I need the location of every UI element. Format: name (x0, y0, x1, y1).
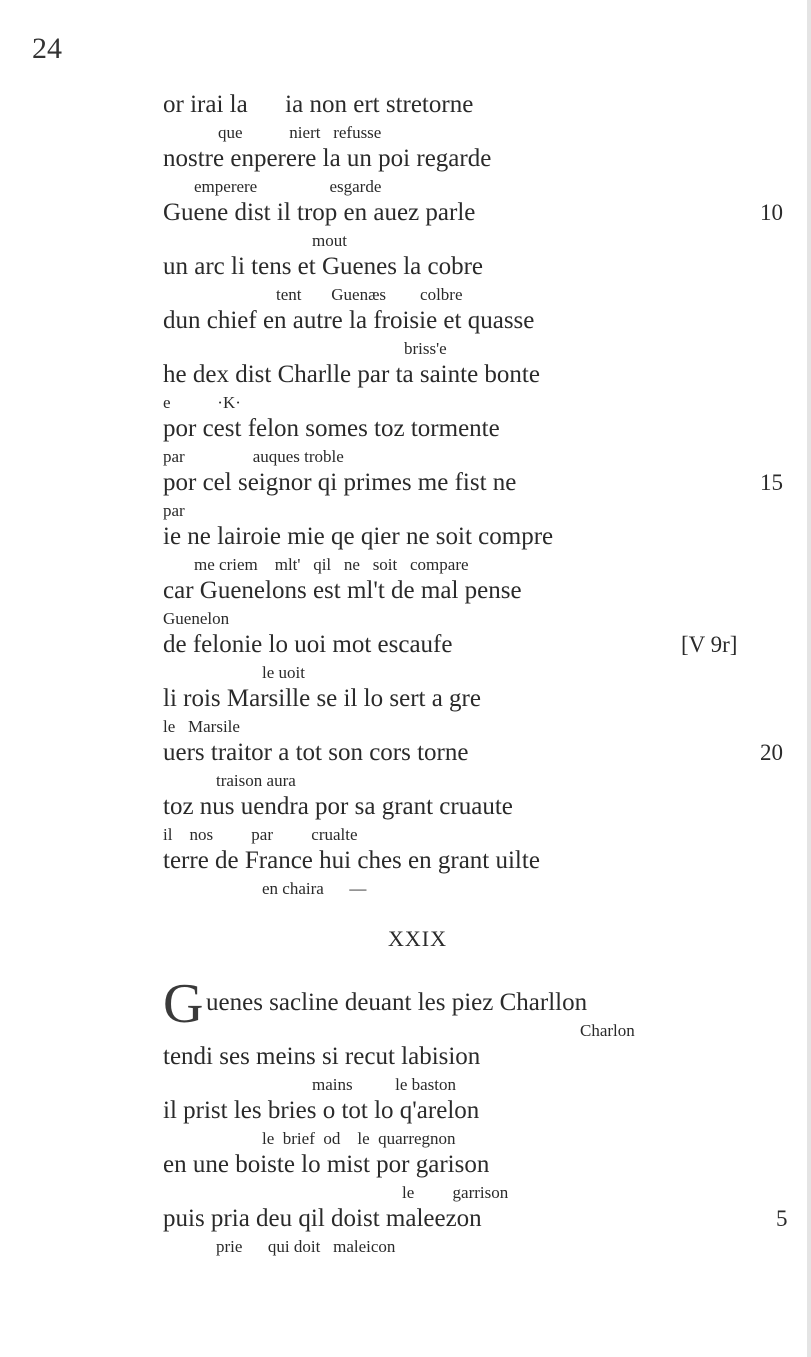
variant-line: briss'e (404, 339, 447, 358)
verse-line: por cest felon somes toz tormente (163, 415, 500, 442)
variant-line: Charlon (580, 1021, 635, 1040)
drop-cap: G (163, 973, 204, 1035)
page-edge-shadow (807, 0, 811, 1357)
verse-line: de felonie lo uoi mot escaufe (163, 631, 453, 658)
variant-line: Guenelon (163, 609, 230, 628)
variant-line: emperere esgarde (194, 177, 382, 196)
verse-line: un arc li tens et Guenes la cobre (163, 253, 484, 280)
line-number-15: 15 (760, 470, 783, 495)
variant-line: le uoit (262, 663, 305, 682)
variant-line: le brief od le quarregnon (262, 1129, 456, 1148)
variant-line: me criem mlt' qil ne soit compare (194, 555, 469, 574)
verse-line: car Guenelons est ml't de mal pense (163, 577, 522, 604)
variant-line: que niert refusse (218, 123, 382, 142)
verse-line: uers traitor a tot son cors torne (163, 739, 469, 766)
line-number-10: 10 (760, 200, 783, 225)
variant-line: par (163, 501, 185, 520)
variant-line: mains le baston (312, 1075, 457, 1094)
variant-line: il nos par crualte (163, 825, 358, 844)
verse-line: ie ne lairoie mie qe qier ne soit compre (163, 523, 554, 550)
page-number: 24 (32, 32, 62, 65)
verse-line: puis pria deu qil doist maleezon (163, 1205, 482, 1232)
verse-line: nostre enperere la un poi regarde (163, 145, 492, 172)
verse-line: por cel seignor qi primes me fist ne (163, 469, 517, 496)
variant-line: mout (312, 231, 347, 250)
verse-line: Guene dist il trop en auez parle (163, 199, 476, 226)
section-heading: XXIX (388, 926, 447, 951)
folio-reference: [V 9r] (681, 632, 738, 657)
verse-line: li rois Marsille se il lo sert a gre (163, 685, 481, 712)
variant-line: par auques troble (163, 447, 344, 466)
variant-line: tent Guenæs colbre (276, 285, 463, 304)
variant-line: en chaira — (262, 879, 367, 898)
verse-line: tendi ses meins si recut labision (163, 1043, 481, 1070)
variant-line: e ·K· (163, 393, 241, 412)
verse-line: toz nus uendra por sa grant cruaute (163, 793, 513, 820)
line-number-20: 20 (760, 740, 783, 765)
variant-line: traison aura (216, 771, 296, 790)
line-number-5: 5 (776, 1206, 788, 1231)
variant-line: le garrison (402, 1183, 509, 1202)
verse-line: en une boiste lo mist por garison (163, 1151, 490, 1178)
verse-line: or irai la ia non ert stretorne (163, 91, 474, 118)
variant-line: prie qui doit maleicon (216, 1237, 396, 1256)
variant-line: le Marsile (163, 717, 240, 736)
verse-line: terre de France hui ches en grant uilte (163, 847, 540, 874)
verse-line: dun chief en autre la froisie et quasse (163, 307, 535, 334)
verse-line: il prist les bries o tot lo q'arelon (163, 1097, 480, 1124)
verse-line: he dex dist Charlle par ta sainte bonte (163, 361, 540, 388)
verse-line: uenes sacline deuant les piez Charllon (206, 989, 588, 1016)
